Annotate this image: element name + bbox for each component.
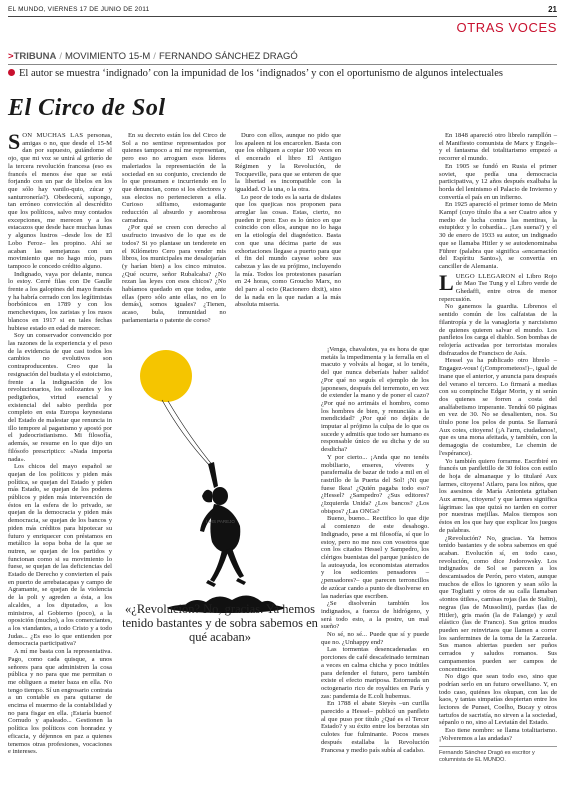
paragraph: ¿Por qué se creen con derecho al usufructo invasivo de lo que es de todos? Si yo plantase un tenderete en el Kilómetro Cero para vender mis libros, los municipales me desalojarían (y harían bien) a los cinco minutos. ¿Qué ocurre, señor Rubalcaba? ¿No rezan las leyes con esos chicos? ¿No habíamos quedado en que todos, ante ellas (pero sólo ante ellas, no en lo demás), somos iguales? ¿Tienen, acaso, bula, inmunidad no parlamentaria o patente de corso? <box>122 224 226 324</box>
paragraph: Bueno, bueno... Rectifico lo que dije al comienzo de este desahogo. Indignado, pese a mi filosofía, sí que lo estoy, pero no me nos con vosotros que con los citados Hessel y Sampedro, los clérigos buenistas del parque jurásico de la autoayuda, los economistas aterrados y los sedicentes pensadores –¿pensadores?– que parecen terroncillos de azúcar cando a punto de disolverse en las naderías que escriben. <box>321 515 429 600</box>
paragraph: En 1788 el abate Sieyès –un curilla parecido a Hessel– publicó un panfleto al que puso por título ¿Qué es el Tercer Estado? y su éxito entre los berzotas sin culotes fue fulminante. Pocos meses después estallaba la Revolución Francesa y medio país subía al cadalso. <box>321 700 429 754</box>
illustration-credit: LUIS PAREJO <box>206 519 235 524</box>
balloon-strings <box>162 400 214 467</box>
page-header <box>8 4 557 44</box>
paragraph: personas, amigas o no, que desde el 15-M dan por supuesto, guiándome el ojo, que mi voz se unirá al griterío de la tercera revolución francesa (eso es francés el menos ése que se está forjando con un par de libelos en los que sólo hay vanilo-quio, zúcar y santurronería?). Obedecerá, supongo, tan erróneo convicción al descrédito que los políticos, salvo muy contados excepciones, me merecen y a los estacazos que desde hace muchas lunas y algunos lustros –desde los de El Lobo Feroz– les propino. Ahí se acaban las semejanzas con un movimiento que no hago mío, pues tampoco le concedo crédito alguno. <box>8 132 112 270</box>
paragraph: Hessel ya ha publicado otro librelo –Engagez-vous! (¡Comprometeos!)–, igual de inane que el anterior, y anuncia para después del verano el tercero. Lo firmará a medias con su compinche Edgar Morin, y ni serán dos quienes se forren a costa del analfabetismo imperante. Tendrá 60 páginas en vez de 30. No se desalienten, nos. Su título pone los pelos de punta. Se llamará Aux cotes, citoyens! (¡A l'arm, ciudadanos!, que es una mona afeitada, y también, con la demagogia de costumbre, Le chemin de l'espérance). <box>439 357 558 457</box>
paragraph: A mí me basta con la representativa. Pago, como cada quisque, a unos señores para que administren la cosa pública y no para que me permitan o me obliguen a meter baza en ella. No tengo tiempo. Sí un engrosario contrata a un contable es para quitarse de encima el muermo de la contabilidad y no para fisgar en ella. ¡Estaría bueno! Cornudo y apaleado... Gestionen la política los políticos con honradez y eficacia, y déjennos en paz a quienes tenemos otras profesiones, vocaciones e intereses. <box>8 648 113 756</box>
paragraph: ¿Revolución? No, gracias. Ya hemos tenido bastantes y de sobra sabemos en qué acaban. Evolución sí, en todo caso, revolución, como dice Jodorowsky. Los indignados de Sol se parecen a los descamisados de Perón, pero visten, aunque muchos de ellos lo ignoren y sean sólo la que Togliatti y otros de su calla llamaban «tontos útiles», camisas rojas (las de Stalin), negras (las de Mussolini), pardas (las de Hitler), gris maón (la de Falange) y azul elástico (las de Franco). Sus gritos mudos pueden ser reinvirtaos que llamen a correr los sanfermines de la toma de la Zarzuela. Sus manos abiertas pueden ser puños cerrados y saludos romanos. Sus campamentos pueden ser campos de concentración. <box>439 534 557 673</box>
bullet-dot-icon <box>8 69 15 76</box>
paragraph: No ganemos la guardia. Librenos el sentido común de los calfaistas de la filantropía y de la vanagloria y narcisismo de quienes quieren salvar el mundo. Los panfletos los carga el diablo. Son bombas de relojería activadas por terroristas morales disfrazados de Francisco de Asís. <box>439 303 557 357</box>
paragraph: Eso tiene nombre: se llama totalitarismo. ¡Volveremos a las andadas? <box>439 727 557 742</box>
girl-silhouette-icon <box>200 462 246 587</box>
section-title: OTRAS VOCES <box>456 20 557 35</box>
column-4 <box>439 132 557 744</box>
paragraph: ¿Se disolverán también los indignados, a fuerza de hidrógeno, y será todo esto, a la postre, un mal sueño? <box>321 600 429 631</box>
column-3-lower <box>321 346 429 754</box>
column-1 <box>8 129 113 756</box>
paragraph: ¡Venga, chavalotes, ya es hora de que metáis la impedimenta y la ferralla en el macuto y volváis al hogar, si lo tenéis, del que nunca deberíais haber salido! ¿Por qué no seguís el ejemplo de los japoneses, después del terremoto, en vez de extender la mano y de poner el cazo? ¿Por qué no arrimáis el hombro, como los hombres de bien, y renunciáis a la mendicidad? ¿Por qué no dejáis de imputar al prójimo la culpa de lo que os sucede y admitís que todo ser humano es responsable único de su dicha y de su desdicha? <box>321 346 429 454</box>
paragraph: Soy un conservador convencido por las razones de la experiencia y el peso de la evidencia de que casi todos los cambios no evolutivos son contraproducentes. Creo que la resignación del budista y el estoicismo, frente a la indignación de los revolucionarios, los sollozantes y los pedigüeños, virtud esencial y existencial del sabio perdida por completo en esta Europa keynesiana del Estado de malestar que renuncia in illo tempore al paganismo y apostó por el judeocristianismo. Mi filosofía, además, se resume en lo que dijo un filósofo prescriptico: «Nada importa nada». <box>8 332 112 463</box>
paragraph: Indignado, vaya por delante, nunca lo estoy. Cerré filas con De Gaulle frente a los galopines del mayo francés y ha habría cerrado con los legítimistas borbónicos en 1789 y con los mencheviques, los zaristas y los rusos blancos en 1917 si en tales fechas hubiese estado en edad de merecer. <box>8 270 112 332</box>
kicker-author: FERNANDO SÁNCHEZ DRAGÓ <box>158 51 298 62</box>
paragraph: En su decreto están los del Circo de Sol a no sentirse representados por quienes tampoco a mí me representan, pero eso no arroguen esos líderes maleriados la representación de la sociedad en su conjunto, creciendo de lo que presumen e incurriendo en lo que denuncian, como si los electores y sus electos no pertenecieren a ella. Curioso silfismo, estomagante reducción al absurdo y asombrosa carradura. <box>122 132 226 224</box>
article-subtitle <box>8 68 557 80</box>
subtitle-text: El autor se muestra ‘indignado’ con la impunidad de los ‘indignados’ y con el oportunismo de algunos intelectuales <box>19 68 503 79</box>
paragraph: En 1848 apareció otro librelo rampllón –el Manifiesto comunista de Marx y Engels– y el fantasma del totalitarismo empezó a recorrer el mundo. <box>439 132 557 163</box>
paragraph: Las tormentas desencadenadas en porciones de café descafeinado terminan a veces en calma chicha y poco inútiles para defender el futuro, pero también existe el efecto mariposa. Estornuda un octogenario rico de royalties en París y zas: pandemia de E.coli hubemus. <box>321 646 429 700</box>
article-headline: El Circo de Sol <box>8 95 166 121</box>
article-columns <box>8 129 558 756</box>
pull-quote: «¿Revolución? No, gracias. Ya hemos tenido bastantes y de sobra sabemos en qué acaban» <box>122 602 318 644</box>
paragraph: No digo que sean todo eso, sino que podrían serlo en un futuro orwelliano. Y, en todo caso, quiénes los okupan, con las de kaos, y tantas simpatías despiertan entre los lectores de Punset, Coelho, Bucay y otros tartufos de sacristía, no sirven a la sociedad, sépanlo o no, sino al Leviatán del Estado. <box>439 673 557 727</box>
author-bio: Fernando Sánchez Dragó es escritor y columnista de EL MUNDO. <box>439 746 557 764</box>
illustration-girl-with-sun-balloon <box>122 346 318 746</box>
lead-paragraph <box>8 129 112 271</box>
paragraph: Y por cierto... ¡Anda que no tenéis mobiliario, enseres, víveres y parafernalia de bazar de todo a mil en el rastrillo de la Puerta del Sol! ¡Ni que fuese Ikea! ¿Quién pagaba todo eso? ¿Hessel? ¿Sampedro? ¿Sus editores? ¿Izquierda Unida? ¿Los bancos? ¿Los obispos? ¿Las ONGs? <box>321 453 429 515</box>
newspaper-date: EL MUNDO, VIERNES 17 DE JUNIO DE 2011 <box>8 6 150 13</box>
column-3 <box>235 132 341 344</box>
kicker-topic: MOVIMIENTO 15-M <box>64 51 151 62</box>
paragraph: el Libro Rojo de Mao Tse Tung y el Libro verde de Ghedaffi, entre otros de menor repercusión. <box>439 272 557 303</box>
lead-paragraph <box>439 269 557 304</box>
dropcap-letter: S <box>8 129 21 154</box>
paragraph: En 1905 se fundó en Rusia el primer soviet, que pedía una democracia participativa, y 12 años después exalbaba la horda del leninismo el Palacio de Invierno y convertía el país en un infierno. <box>439 162 557 201</box>
paragraph: No sé, no sé... Puede que sí y puede que no. ¿Unhappy end? <box>321 631 429 646</box>
page-number: 21 <box>548 5 557 14</box>
header-rule <box>8 16 557 17</box>
dropcap-letter: L <box>439 269 454 295</box>
column-2 <box>122 132 226 342</box>
paragraph: En 1925 apareció el primer tomo de Mein Kampf (cuyo título iba a ser Cuatro años y medio de lucha contra las mentiras, la estupidez y lo cobardía... ¡Les suena?) y el 30 de enero de 1933 su autor, un indignado que se llamaba Hitler y se autodenominaba Führer (palabra que significa «encarnación del Espíritu Santo»), se convertía en canciller de Alemania. <box>439 201 557 270</box>
sun-balloon-icon <box>140 350 192 402</box>
lead-words: UEGO LLEGARON <box>455 272 516 280</box>
kicker-label: TRIBUNA <box>13 51 57 62</box>
paragraph: Los chicos del mayo español se quejan de los políticos y piden más política, se quejan del Estado y piden más Estado, se quejan de los poderes públicos y piden más intervención de éstos en la esfera de lo privado, se quejan de la democracia y piden más democracia, se quejan de los bancos y piden más créditos para hipotecar su futuro y enriquecer con préstamos en metálico la sopa boba de la que se nutren, se quejan de los partidos y funcionan como si su movimiento lo fuese, se quejan de las deficiencias del Estado de Derecho y convierten el país en puerto de arrebatacapas y campo de Agramante, se quejan de la violencia de la poli y agreden a ésta, a los alcaldes, a los diputados, a los ministros, al Gobierno (poco), a la oposición (mucho), a los comerciantes, a los viandantes, a todo Cristo y a todo Judas... ¿Es eso lo que entienden por democracia participativa? <box>8 463 112 648</box>
paragraph: Lo peor de todo es la sarta de dislates que los quejicas nos proponen para arreglar las cosas. Estas, cierto, no pueden ir peor. Eso es lo único en que coincido con ellos, aunque no lo haga en la etiología del diagnóstico. Basta con que una décima parte de sus exhortaciones llegase a puerto para que el fin del mundo cayese sobre sus cabezas y las de su prójimo, incluyendo la mía. Todos los protestones pasarían en 24 horas, como Groucho Marx, no del paro al ocio (Racionero dixit), sino de la nada en la que nadan a la más absoluta miseria. <box>235 193 341 309</box>
paragraph: Yo también quiero forrarme. Escribiré en francés un panfletillo de 30 folios con estilo de hoja de almanaque y lo titularé Aux larmes, citoyens! Atlaro, para los niños, que los asesinos de María Antonieta gritaban Aux armes, citoyens! y que larmes significa lágrimas: las que quizá no tarden en correr por nuestras mejillas. Malos tiempos son éstos en los que hay que explicar los juegos de palabras. <box>439 457 557 534</box>
kicker-mark: > <box>8 51 14 62</box>
paragraph: Duro con ellos, aunque no pido que los apaleen ni los encarcelen. Basta con que los obliguen a copiar 100 veces en el encerado el libro El Antiguo Régimen y la Revolución, de Tocqueville, para que se enteren de que la libertad es incompatible con la igualdad. O la una, o la otra. <box>235 132 341 193</box>
kicker-line: >TRIBUNA / MOVIMIENTO 15-M / FERNANDO SÁNCHEZ DRAGÓ <box>8 51 557 65</box>
lead-words: ON MUCHAS LAS <box>22 132 84 139</box>
